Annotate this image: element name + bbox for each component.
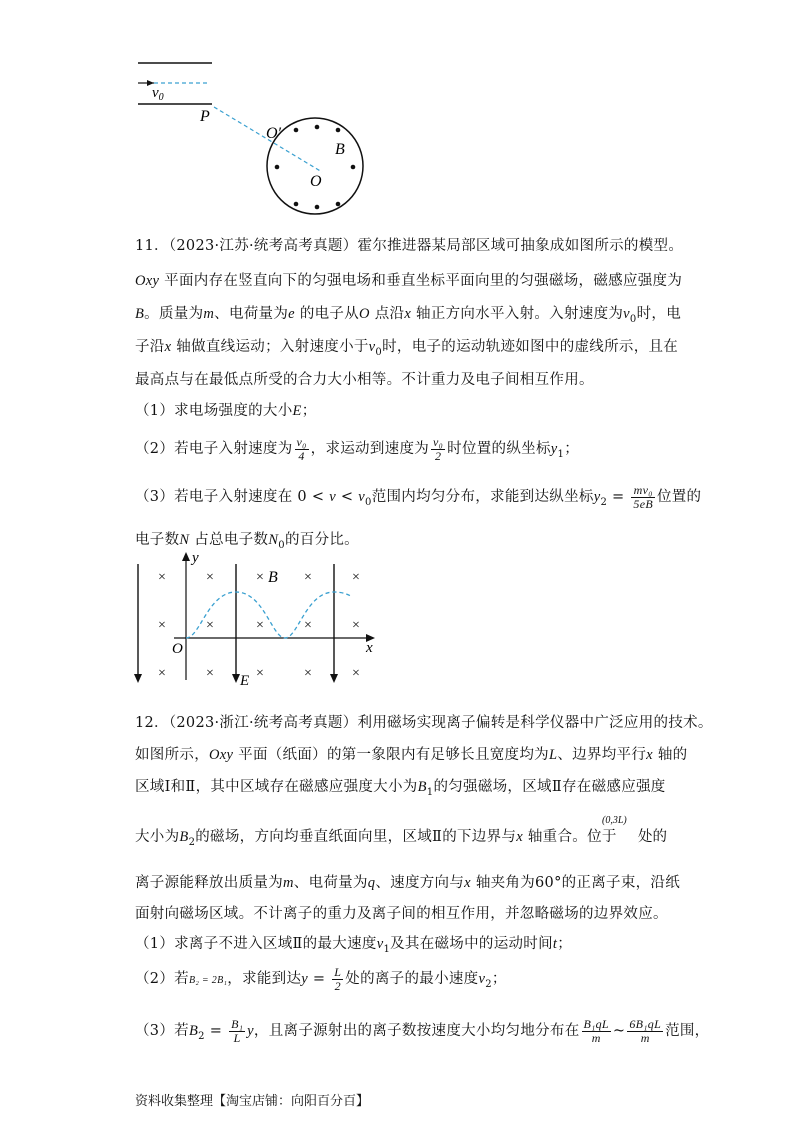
svg-text:×: ×	[256, 618, 264, 633]
q12-line-4: 大小为$B_2$的磁场，方向均垂直纸面向里，区域Ⅱ的下边界与x 轴重合。位于	[135, 829, 617, 848]
label-origin: O	[172, 641, 183, 657]
svg-text:×: ×	[304, 618, 312, 633]
svg-text:×: ×	[352, 618, 360, 633]
fraction-B1-over-L: $\frac{\text{B₁}}{L}$	[231, 1016, 244, 1045]
svg-text:×: ×	[352, 570, 360, 585]
label-O-prime: O′	[266, 125, 282, 142]
label-y-axis: y	[192, 550, 199, 566]
q12-line-5: 离子源能释放出质量为m、电荷量为q、速度方向与x 轴夹角为60°的正离子束，沿纸	[135, 875, 681, 891]
label-O-center: O	[310, 173, 322, 190]
q11-part-1: （1）求电场强度的大小E；	[135, 403, 317, 419]
fraction-mv0-over-5eB: $\frac{\text{mv₀}}{5eB}$	[633, 482, 653, 511]
svg-text:×: ×	[206, 618, 214, 633]
svg-text:×: ×	[158, 666, 166, 681]
q12-part-3: （3）若$B_2$ = $\frac{\text{B₁}}{L}$ y，且离子源射出的离子数按速度大小均匀地分布在 $\frac{\text{B₁qL}}{m}$ ~ $\frac{\text{6B₁qL}}{m}$ 范围，	[135, 1016, 710, 1045]
q12-line-6: 面射向磁场区域。不计离子的重力及离子间的相互作用，并忽略磁场的边界效应。	[135, 906, 668, 922]
q11-part-3: （3）若电子入射速度在 $0 < v < v_0$范围内均匀分布，求能到达纵坐标$y_2$ = $\frac{\text{mv₀}}{5eB}$ 位置的	[135, 482, 702, 511]
svg-text:×: ×	[352, 666, 360, 681]
y-axis-arrowhead	[182, 552, 190, 561]
label-v0: $v_0$	[152, 85, 164, 103]
fraction-v0-over-2: $\frac{\text{v₀}}{2}$	[433, 434, 444, 463]
fraction-v0-over-4: $\frac{\text{v₀}}{4}$	[296, 434, 307, 463]
svg-text:×: ×	[256, 666, 264, 681]
svg-text:×: ×	[206, 666, 214, 681]
q11-line-4: 子沿x 轴做直线运动；入射速度小于$v_0$时，电子的运动轨迹如图中的虚线所示，且在	[135, 339, 679, 358]
q11-part-2: （2）若电子入射速度为 $\frac{\text{v₀}}{4}$ ，求运动到速度为 $\frac{\text{v₀}}{2}$ 时位置的纵坐标$y_1$；	[135, 434, 579, 463]
label-P: P	[200, 108, 210, 125]
q12-part-1: （1）求离子不进入区域Ⅱ的最大速度$v_1$及其在磁场中的运动时间t；	[135, 936, 573, 955]
fraction-L-over-2: $\frac{L}{2}$	[334, 964, 342, 993]
magnetic-field-circle	[267, 118, 363, 214]
q12-line-3: 区域Ⅰ和Ⅱ，其中区域存在磁感应强度大小为$B_1$的匀强磁场，区域Ⅱ存在磁感应强度	[135, 779, 666, 798]
figure-crossed-fields	[130, 550, 390, 690]
field-dots	[275, 125, 356, 210]
magnetic-crosses	[158, 570, 360, 681]
q12-part-2: （2）若B₂ = 2B₁，求能到达y = $\frac{L}{2}$ 处的离子的最小速度$v_2$；	[135, 964, 507, 993]
svg-text:×: ×	[256, 570, 264, 585]
label-E: E	[240, 673, 250, 689]
q11-line-1: 11．（2023·江苏·统考高考真题）霍尔推进器某局部区域可抽象成如图所示的模型。	[135, 238, 684, 254]
q11-line-3: B。质量为m、电荷量为e 的电子从O 点沿x 轴正方向水平入射。入射速度为$v_0$时，电	[135, 306, 681, 325]
label-x-axis: x	[366, 640, 373, 656]
q11-line-5: 最高点与在最低点所受的合力大小相等。不计重力及电子间相互作用。	[135, 372, 594, 388]
svg-text:×: ×	[158, 570, 166, 585]
source-coordinate: (0,3L)	[602, 815, 627, 826]
page-footer: 资料收集整理【淘宝店铺：向阳百分百】	[135, 1094, 370, 1109]
figure-magnetic-circle	[130, 50, 370, 222]
fraction-B1qL-over-m: $\frac{\text{B₁qL}}{m}$	[583, 1016, 609, 1045]
q12-line-4-end: 处的	[638, 829, 667, 845]
svg-text:×: ×	[158, 618, 166, 633]
label-B: B	[335, 141, 345, 158]
q11-line-2: Oxy 平面内存在竖直向下的匀强电场和垂直坐标平面向里的匀强磁场，磁感应强度为	[135, 273, 683, 289]
label-B2: B	[268, 569, 278, 586]
q12-line-2: 如图所示，Oxy 平面（纸面）的第一象限内有足够长且宽度均为L、边界均平行x 轴的	[135, 747, 688, 763]
svg-text:×: ×	[304, 666, 312, 681]
fraction-6B1qL-over-m: $\frac{\text{6B₁qL}}{m}$	[629, 1016, 662, 1045]
svg-text:×: ×	[206, 570, 214, 585]
svg-text:×: ×	[304, 570, 312, 585]
q11-part-3-cont: 电子数N 占总电子数$N_0$的百分比。	[135, 532, 359, 551]
q12-line-1: 12．（2023·浙江·统考高考真题）利用磁场实现离子偏转是科学仪器中广泛应用的技术。	[135, 715, 713, 731]
